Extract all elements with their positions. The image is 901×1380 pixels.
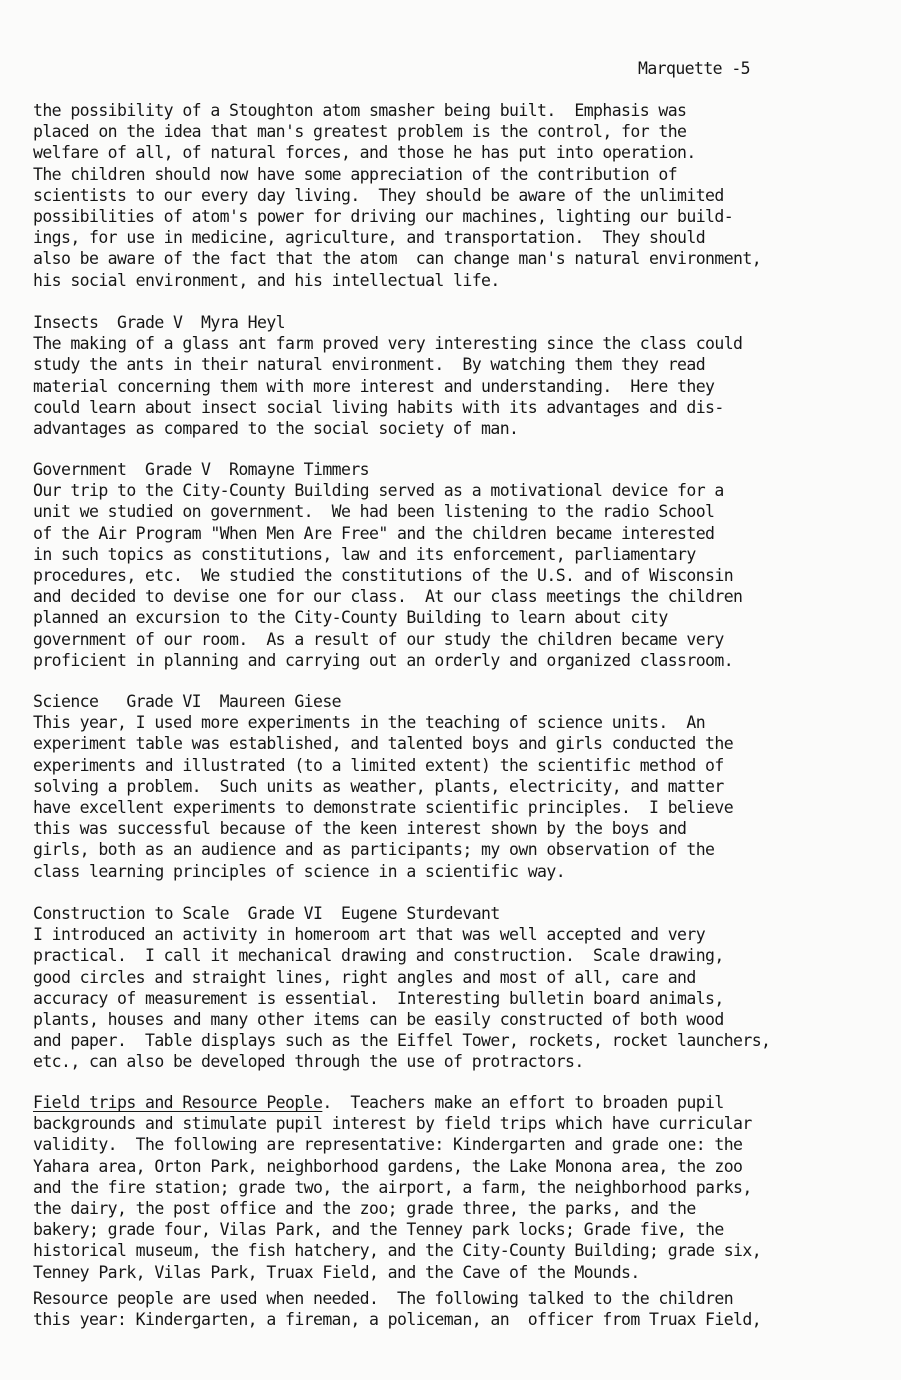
paragraph-line: also be aware of the fact that the atom can change man's natural environment, — [33, 249, 762, 269]
paragraph-line: Resource people are used when needed. The following talked to the children — [33, 1289, 734, 1308]
paragraph-line: scientists to our every day living. They should be aware of the unlimited — [33, 185, 724, 205]
construction-section — [33, 903, 893, 1073]
section-heading: Government Grade V Romayne Timmers — [33, 460, 370, 479]
paragraph-line: proficient in planning and carrying out an orderly and organized classroom. — [33, 650, 734, 670]
paragraph-line: This year, I used more experiments in the teaching of science units. An — [33, 713, 706, 733]
paragraph-line: The children should now have some appreciation of the contribution of — [33, 164, 678, 184]
paragraph-line: Yahara area, Orton Park, neighborhood gardens, the Lake Monona area, the zoo — [33, 1156, 743, 1176]
paragraph-line: advantages as compared to the social society of man. — [33, 418, 519, 438]
paragraph-line: study the ants in their natural environment. By watching them they read — [33, 355, 706, 375]
paragraph-line: good circles and straight lines, right angles and most of all, care and — [33, 967, 696, 987]
heading-continuation: . Teachers make an effort to broaden pupil — [322, 1093, 724, 1112]
insects-section — [33, 312, 893, 439]
paragraph-line: of the Air Program "When Men Are Free" and the children became interested — [33, 523, 715, 543]
section-heading-line — [33, 1092, 893, 1113]
paragraph-line: Tenney Park, Vilas Park, Truax Field, and the Cave of the Mounds. — [33, 1262, 640, 1282]
paragraph-line: ings, for use in medicine, agriculture, and transportation. They should — [33, 228, 706, 248]
paragraph-line: backgrounds and stimulate pupil interest by field trips which have curricular — [33, 1114, 752, 1134]
paragraph-line: welfare of all, of natural forces, and those he has put into operation. — [33, 143, 696, 163]
section-heading: Construction to Scale Grade VI Eugene Sturdevant — [33, 904, 500, 923]
paragraph-line: procedures, etc. We studied the constitutions of the U.S. and of Wisconsin — [33, 565, 734, 585]
paragraph-line: material concerning them with more interest and understanding. Here they — [33, 376, 715, 396]
paragraph-line: government of our room. As a result of our study the children became very — [33, 629, 724, 649]
paragraph-line: the possibility of a Stoughton atom smasher being built. Emphasis was — [33, 101, 687, 120]
paragraph-line: practical. I call it mechanical drawing and construction. Scale drawing, — [33, 946, 724, 966]
paragraph-line: solving a problem. Such units as weather, plants, electricity, and matter — [33, 776, 724, 796]
paragraph-line: the dairy, the post office and the zoo; grade three, the parks, and the — [33, 1198, 696, 1218]
paragraph-line: have excellent experiments to demonstrate scientific principles. I believe — [33, 797, 734, 817]
paragraph-line: and the fire station; grade two, the airport, a farm, the neighborhood parks, — [33, 1177, 752, 1197]
paragraph-line: experiment table was established, and talented boys and girls conducted the — [33, 734, 734, 754]
paragraph-line: possibilities of atom's power for driving our machines, lighting our build- — [33, 206, 734, 226]
paragraph-line: in such topics as constitutions, law and its enforcement, parliamentary — [33, 544, 696, 564]
paragraph-line: this was successful because of the keen interest shown by the boys and — [33, 819, 687, 839]
paragraph-line: validity. The following are representative: Kindergarten and grade one: the — [33, 1135, 743, 1155]
page-number-header: Marquette -5 — [638, 59, 751, 78]
paragraph-line: his social environment, and his intellectual life. — [33, 270, 500, 290]
paragraph-line: placed on the idea that man's greatest problem is the control, for the — [33, 122, 687, 142]
paragraph-line: class learning principles of science in a scientific way. — [33, 861, 566, 881]
paragraph-line: unit we studied on government. We had been listening to the radio School — [33, 502, 715, 522]
intro-paragraph — [33, 100, 893, 291]
paragraph-line: etc., can also be developed through the use of protractors. — [33, 1052, 584, 1072]
paragraph-line: this year: Kindergarten, a fireman, a policeman, an officer from Truax Field, — [33, 1310, 762, 1330]
resource-people-paragraph — [33, 1288, 893, 1330]
government-section — [33, 459, 893, 671]
paragraph-line: The making of a glass ant farm proved very interesting since the class could — [33, 334, 743, 354]
section-heading: Insects Grade V Myra Heyl — [33, 313, 286, 332]
paragraph-line: Our trip to the City-County Building served as a motivational device for a — [33, 481, 724, 501]
paragraph-line: historical museum, the fish hatchery, and the City-County Building; grade six, — [33, 1241, 762, 1261]
science-section — [33, 691, 893, 882]
paragraph-line: and paper. Table displays such as the Eiffel Tower, rockets, rocket launchers, — [33, 1031, 771, 1051]
field-trips-section — [33, 1092, 893, 1283]
paragraph-line: experiments and illustrated (to a limited extent) the scientific method of — [33, 755, 724, 775]
paragraph-line: I introduced an activity in homeroom art that was well accepted and very — [33, 925, 706, 945]
paragraph-line: accuracy of measurement is essential. Interesting bulletin board animals, — [33, 988, 724, 1008]
underlined-heading: Field trips and Resource People — [33, 1093, 323, 1112]
paragraph-line: bakery; grade four, Vilas Park, and the Tenney park locks; Grade five, the — [33, 1220, 724, 1240]
section-heading: Science Grade VI Maureen Giese — [33, 692, 342, 711]
paragraph-line: and decided to devise one for our class. At our class meetings the children — [33, 587, 743, 607]
paragraph-line: plants, houses and many other items can be easily constructed of both wood — [33, 1009, 724, 1029]
paragraph-line: could learn about insect social living habits with its advantages and dis- — [33, 397, 724, 417]
paragraph-line: planned an excursion to the City-County Building to learn about city — [33, 608, 668, 628]
paragraph-line: girls, both as an audience and as participants; my own observation of the — [33, 840, 715, 860]
